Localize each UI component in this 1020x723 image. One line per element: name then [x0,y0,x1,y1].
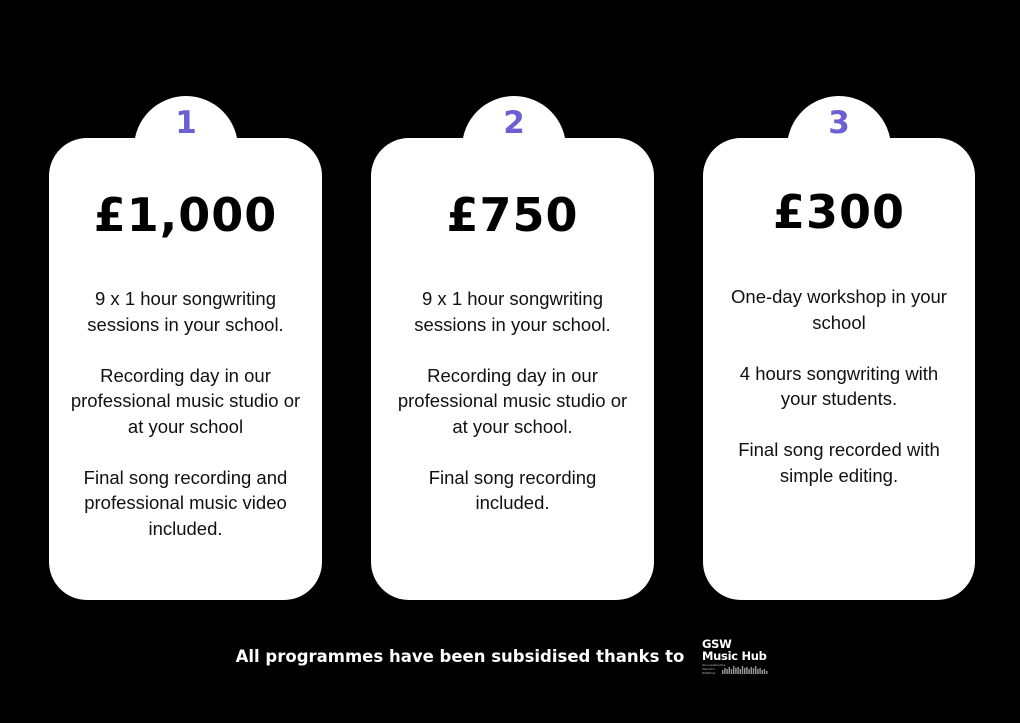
card-2-number: 2 [503,105,525,141]
logo-small-text: Gloucestershire Swindon Wiltshire [702,663,726,675]
card-3-number: 3 [828,105,850,141]
card-2-price: £750 [446,188,579,242]
card-1-price: £1,000 [93,188,278,242]
card-3-description: One-day workshop in your school 4 hours songwriting with your students. Final song recorded with simple editing. [731,286,947,486]
card-1-description: 9 x 1 hour songwriting sessions in your school. Recording day in our professional music studio or at your school Final song recording and professional music video included. [70,288,301,539]
logo-line-1: GSW [702,637,732,651]
card-1-number: 1 [175,105,197,141]
card-3-price: £300 [772,185,906,239]
logo-line-2: Music Hub [702,649,767,663]
footer-subsidy-text: All programmes have been subsidised thanks to [235,647,685,666]
gsw-music-hub-logo [702,638,782,678]
card-2-description: 9 x 1 hour songwriting sessions in your school. Recording day in our professional music studio or at your school. Final song recording included. [397,288,628,513]
soundwave-icon [722,665,768,674]
